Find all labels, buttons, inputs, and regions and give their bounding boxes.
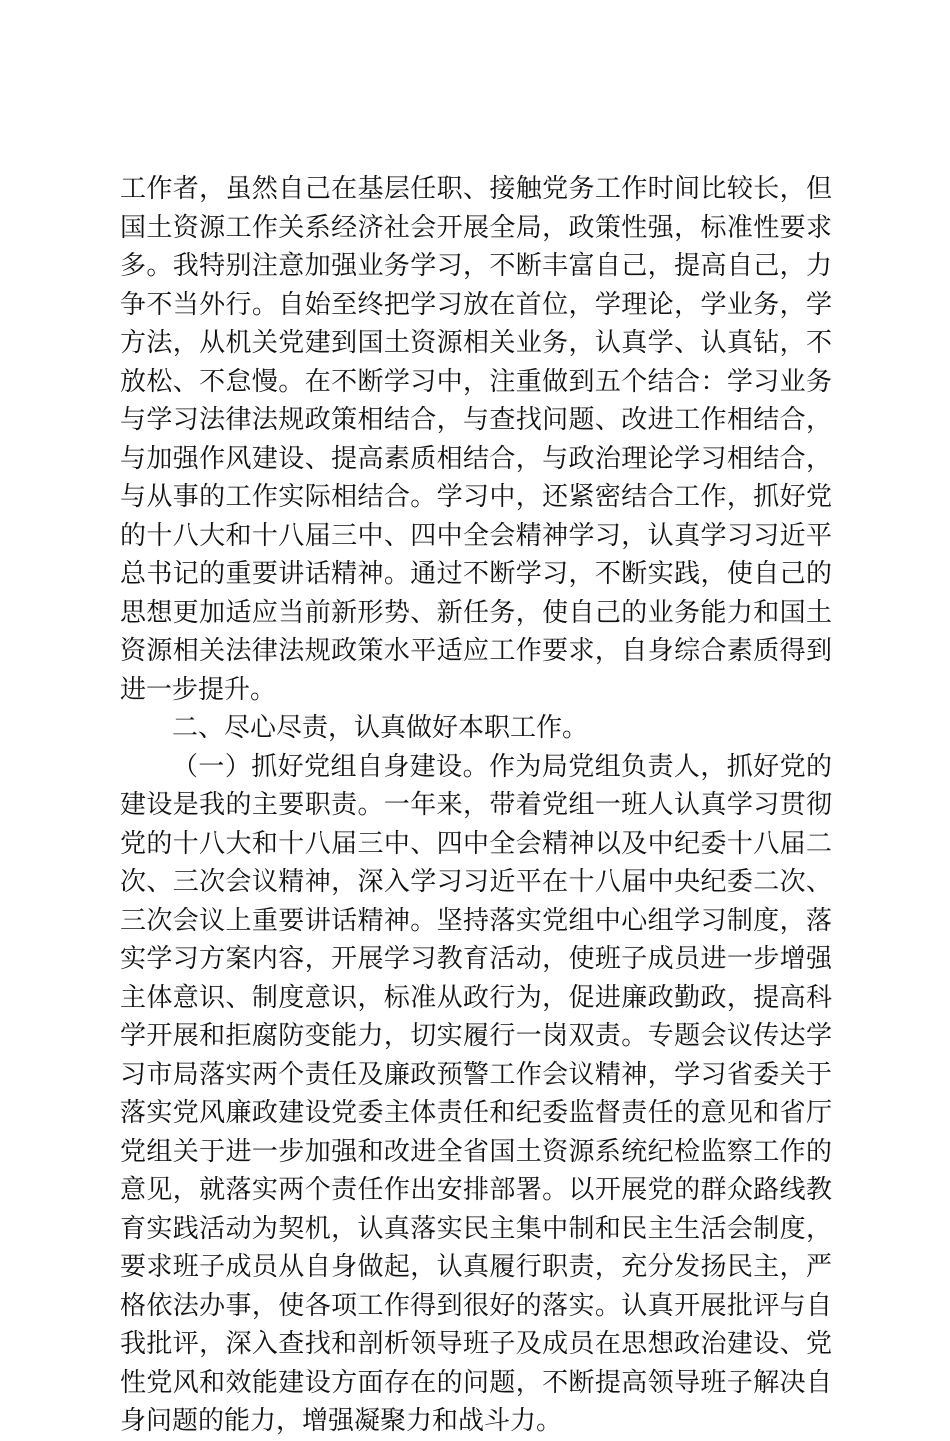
- document-body: [120, 170, 832, 1441]
- paragraph-continuation: 工作者，虽然自己在基层任职、接触党务工作时间比较长，但国土资源工作关系经济社会开展全局，政策性强，标准性要求多。我特别注意加强业务学习，不断丰富自己，提高自己，力争不当外行。自始至终把学习放在首位，学理论，学业务，学方法，从机关党建到国土资源相关业务，认真学、认真钻，不放松、不怠慢。在不断学习中，注重做到五个结合：学习业务与学习法律法规政策相结合，与查找问题、改进工作相结合，与加强作风建设、提高素质相结合，与政治理论学习相结合，与从事的工作实际相结合。学习中，还紧密结合工作，抓好党的十八大和十八届三中、四中全会精神学习，认真学习习近平总书记的重要讲话精神。通过不断学习，不断实践，使自己的思想更加适应当前新形势、新任务，使自己的业务能力和国土资源相关法律法规政策水平适应工作要求，自身综合素质得到进一步提升。: [120, 174, 832, 705]
- paragraph-party-building: （一）抓好党组自身建设。作为局党组负责人，抓好党的建设是我的主要职责。一年来，带着党组一班人认真学习贯彻党的十八大和十八届三中、四中全会精神以及中纪委十八届二次、三次会议精神，深入学习习近平在十八届中央纪委二次、三次会议上重要讲话精神。坚持落实党组中心组学习制度，落实学习方案内容，开展学习教育活动，使班子成员进一步增强主体意识、制度意识，标准从政行为，促进廉政勤政，提高科学开展和拒腐防变能力，切实履行一岗双责。专题会议传达学习市局落实两个责任及廉政预警工作会议精神，学习省委关于落实党风廉政建设党委主体责任和纪委监督责任的意见和省厅党组关于进一步加强和改进全省国土资源系统纪检监察工作的意见，就落实两个责任作出安排部署。以开展党的群众路线教育实践活动为契机，认真落实民主集中制和民主生活会制度，要求班子成员从自身做起，认真履行职责，充分发扬民主，严格依法办事，使各项工作得到很好的落实。认真开展批评与自我批评，深入查找和剖析领导班子及成员在思想政治建设、党性党风和效能建设方面存在的问题，不断提高领导班子解决自身问题的能力，增强凝聚力和战斗力。: [120, 751, 832, 1436]
- section-heading: 二、尽心尽责，认真做好本职工作。: [172, 713, 589, 743]
